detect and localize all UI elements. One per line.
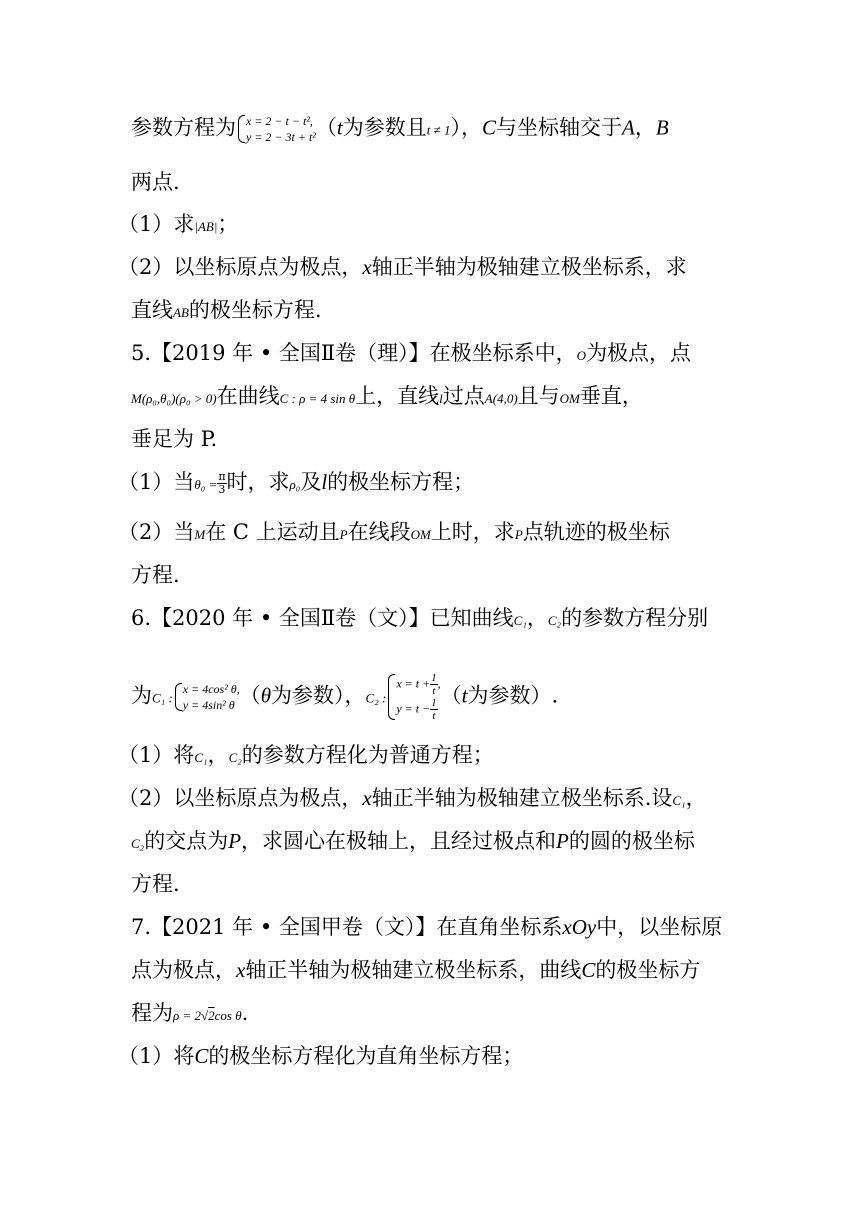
- p6-line2: 为C₁ : x = 4cos² θ, y = 4sin² θ （θ为参数），C₂ : x = t + $\frac{1}{t}$ , y = t − $\frac{1}{t}$ （t为参数）.: [131, 672, 559, 722]
- p5-line2: M(ρ₀,θ₀)(ρ₀ > 0)在曲线C : ρ = 4 sin θ上，直线l过点A(4,0)且与OM垂直，: [131, 384, 643, 408]
- p7-question-1: （1）将C的极坐标方程化为直角坐标方程；: [118, 1044, 524, 1068]
- one-over-t-fraction: $\frac{1}{t}$: [431, 697, 437, 722]
- p4-question-1: （1）求|AB|；: [118, 212, 239, 236]
- c1-parametric-system: x = 4cos² θ, y = 4sin² θ: [173, 681, 240, 713]
- one-over-t-fraction: $\frac{1}{t}$: [431, 672, 437, 697]
- p5-question-1: （1）当θ₀ = $\frac{\pi}{3}$ 时，求ρ₀及l的极坐标方程；: [118, 470, 475, 496]
- p4-parametric-system: x = 2 − t − t², y = 2 − 3t + t²: [236, 113, 316, 145]
- p4-question-2-cont: 直线AB的极坐标方程.: [131, 298, 322, 322]
- p5-line3: 垂足为 P.: [131, 427, 218, 451]
- p6-question-2: （2）以坐标原点为极点，x轴正半轴为极轴建立极坐标系.设C₁，: [118, 786, 707, 810]
- p5-heading: 5.【2019 年 • 全国Ⅱ卷（理）】在极坐标系中，O为极点，点: [131, 341, 692, 365]
- p4-line1: 参数方程为 x = 2 − t − t², y = 2 − 3t + t² （t为参数且t ≠ 1），C与坐标轴交于A，B: [131, 114, 669, 144]
- p5-question-2-cont: 方程.: [131, 563, 180, 587]
- p4-question-2: （2）以坐标原点为极点，x轴正半轴为极轴建立极坐标系，求: [118, 255, 687, 279]
- c2-parametric-system: x = t + $\frac{1}{t}$ , y = t − $\frac{1}{t}$: [386, 672, 440, 722]
- p6-question-2-end: 方程.: [131, 872, 180, 896]
- p7-line3: 程为ρ = 2√2cos θ.: [131, 1001, 249, 1025]
- p6-question-2-cont: C₂的交点为P，求圆心在极轴上，且经过极点和P的圆的极坐标: [131, 829, 695, 853]
- p7-line2: 点为极点，x轴正半轴为极轴建立极坐标系，曲线C的极坐标方: [131, 958, 701, 982]
- p5-question-2: （2）当M在 C 上运动且P在线段OM上时，求P点轨迹的极坐标: [118, 520, 670, 544]
- pi-over-three-fraction: $\frac{\pi}{3}$: [218, 470, 226, 496]
- p6-question-1: （1）将C₁，C₂的参数方程化为普通方程；: [118, 743, 494, 767]
- p4-line2: 两点.: [131, 170, 180, 194]
- p7-heading: 7.【2021 年 • 全国甲卷（文）】在直角坐标系xOy中，以坐标原: [131, 915, 723, 939]
- p6-heading: 6.【2020 年 • 全国Ⅱ卷（文）】已知曲线C₁，C₂的参数方程分别: [131, 606, 709, 630]
